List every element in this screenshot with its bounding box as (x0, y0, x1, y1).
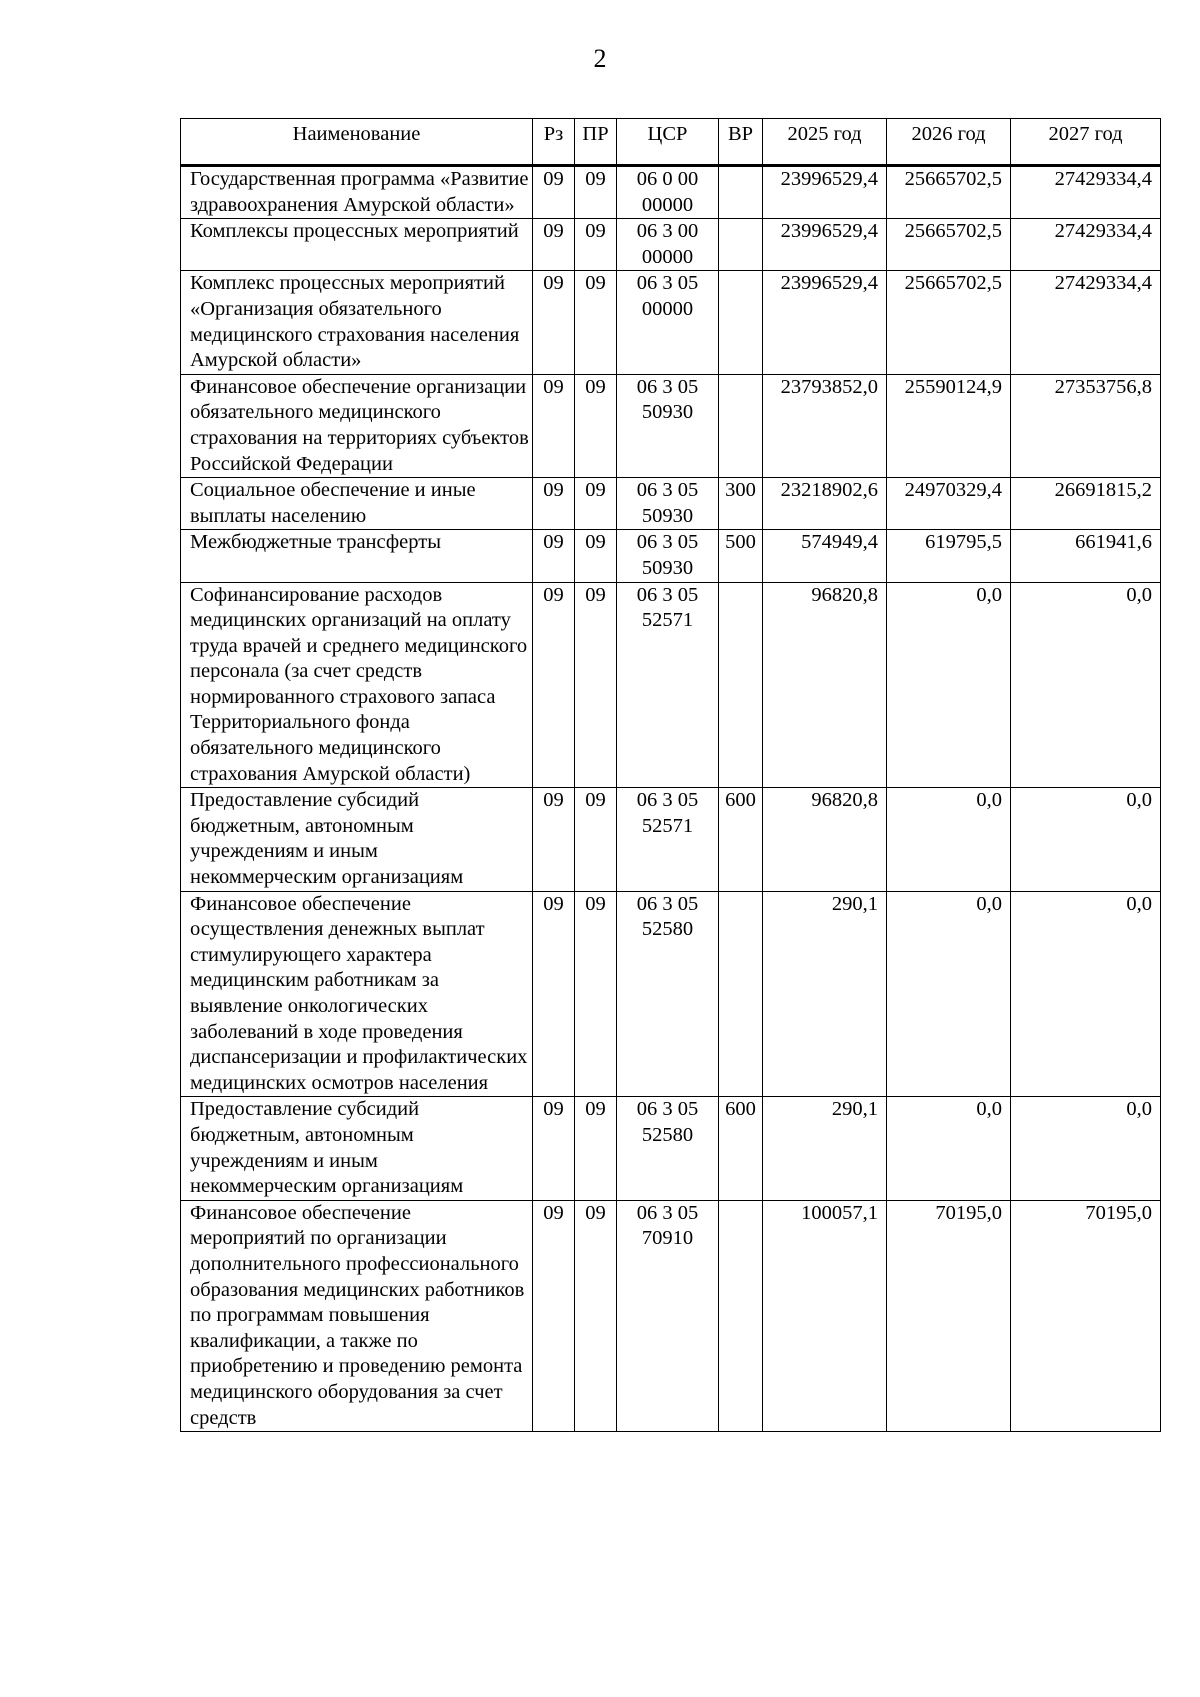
row-2026: 24970329,4 (887, 478, 1011, 530)
row-rz: 09 (533, 1200, 575, 1431)
table-row (181, 478, 1161, 530)
row-2025: 23218902,6 (763, 478, 887, 530)
row-2025: 96820,8 (763, 582, 887, 788)
row-name: Комплексы процессных мероприятий (181, 219, 533, 271)
row-rz: 09 (533, 271, 575, 374)
row-2027: 70195,0 (1011, 1200, 1161, 1431)
row-2025: 290,1 (763, 891, 887, 1097)
header-2026: 2026 год (887, 119, 1011, 166)
row-name: Межбюджетные трансферты (181, 530, 533, 582)
row-2026: 0,0 (887, 891, 1011, 1097)
row-pr: 09 (575, 1097, 617, 1200)
row-csr: 06 3 05 52580 (617, 1097, 719, 1200)
row-2026: 25665702,5 (887, 271, 1011, 374)
row-csr: 06 3 05 50930 (617, 374, 719, 477)
row-2026: 0,0 (887, 1097, 1011, 1200)
row-rz: 09 (533, 478, 575, 530)
row-rz: 09 (533, 166, 575, 219)
row-2027: 27429334,4 (1011, 166, 1161, 219)
row-vr: 500 (719, 530, 763, 582)
row-pr: 09 (575, 582, 617, 788)
row-name: Финансовое обеспечение осуществления денежных выплат стимулирующего характера медицинским работникам за выявление онкологических заболеваний в ходе проведения диспансеризации и профилактических медицинских осмотров населения (181, 891, 533, 1097)
row-2025: 574949,4 (763, 530, 887, 582)
table-row (181, 530, 1161, 582)
row-pr: 09 (575, 891, 617, 1097)
table-row (181, 1200, 1161, 1431)
row-rz: 09 (533, 582, 575, 788)
row-name: Софинансирование расходов медицинских организаций на оплату труда врачей и среднего медицинского персонала (за счет средств нормированного страхового запаса Территориального фонда обязательного медицинского страхования Амурской области) (181, 582, 533, 788)
row-vr (719, 582, 763, 788)
row-pr: 09 (575, 478, 617, 530)
row-name: Предоставление субсидий бюджетным, автономным учреждениям и иным некоммерческим организациям (181, 788, 533, 891)
row-2026: 70195,0 (887, 1200, 1011, 1431)
row-vr (719, 374, 763, 477)
row-name: Государственная программа «Развитие здравоохранения Амурской области» (181, 166, 533, 219)
row-2027: 26691815,2 (1011, 478, 1161, 530)
row-name: Социальное обеспечение и иные выплаты населению (181, 478, 533, 530)
row-2027: 27353756,8 (1011, 374, 1161, 477)
row-csr: 06 3 05 52580 (617, 891, 719, 1097)
row-rz: 09 (533, 374, 575, 477)
table-row (181, 582, 1161, 788)
row-vr: 600 (719, 1097, 763, 1200)
row-2027: 0,0 (1011, 891, 1161, 1097)
header-2027: 2027 год (1011, 119, 1161, 166)
row-2027: 27429334,4 (1011, 271, 1161, 374)
row-2025: 290,1 (763, 1097, 887, 1200)
budget-table (180, 118, 1161, 1432)
row-pr: 09 (575, 530, 617, 582)
row-rz: 09 (533, 788, 575, 891)
row-pr: 09 (575, 374, 617, 477)
row-csr: 06 3 05 70910 (617, 1200, 719, 1431)
header-rz: Рз (533, 119, 575, 166)
row-2027: 661941,6 (1011, 530, 1161, 582)
row-2027: 0,0 (1011, 1097, 1161, 1200)
table-row (181, 891, 1161, 1097)
row-rz: 09 (533, 530, 575, 582)
row-pr: 09 (575, 166, 617, 219)
row-vr (719, 891, 763, 1097)
row-rz: 09 (533, 891, 575, 1097)
row-csr: 06 3 05 52571 (617, 582, 719, 788)
row-2025: 23793852,0 (763, 374, 887, 477)
header-name: Наименование (181, 119, 533, 166)
row-vr (719, 166, 763, 219)
row-csr: 06 3 05 50930 (617, 530, 719, 582)
row-2025: 100057,1 (763, 1200, 887, 1431)
row-2026: 0,0 (887, 582, 1011, 788)
table-row (181, 271, 1161, 374)
header-pr: ПР (575, 119, 617, 166)
row-pr: 09 (575, 219, 617, 271)
row-name: Предоставление субсидий бюджетным, автономным учреждениям и иным некоммерческим организациям (181, 1097, 533, 1200)
row-2026: 25665702,5 (887, 166, 1011, 219)
row-csr: 06 3 05 52571 (617, 788, 719, 891)
row-2026: 25590124,9 (887, 374, 1011, 477)
row-vr (719, 219, 763, 271)
table-row (181, 374, 1161, 477)
row-csr: 06 3 05 00000 (617, 271, 719, 374)
page-number: 2 (593, 44, 607, 73)
row-2025: 96820,8 (763, 788, 887, 891)
row-2027: 27429334,4 (1011, 219, 1161, 271)
row-rz: 09 (533, 1097, 575, 1200)
row-name: Финансовое обеспечение мероприятий по организации дополнительного профессионального образования медицинских работников по программам повышения квалификации, а также по приобретению и проведению ремонта медицинского оборудования за счет средств (181, 1200, 533, 1431)
table-row (181, 166, 1161, 219)
table-header-row (181, 119, 1161, 166)
table-row (181, 788, 1161, 891)
row-vr (719, 1200, 763, 1431)
row-2027: 0,0 (1011, 788, 1161, 891)
row-vr: 600 (719, 788, 763, 891)
row-name: Комплекс процессных мероприятий «Организация обязательного медицинского страхования населения Амурской области» (181, 271, 533, 374)
row-2027: 0,0 (1011, 582, 1161, 788)
table-row (181, 219, 1161, 271)
row-2025: 23996529,4 (763, 166, 887, 219)
header-vr: ВР (719, 119, 763, 166)
row-pr: 09 (575, 271, 617, 374)
row-2025: 23996529,4 (763, 219, 887, 271)
row-2025: 23996529,4 (763, 271, 887, 374)
row-csr: 06 3 05 50930 (617, 478, 719, 530)
row-name: Финансовое обеспечение организации обязательного медицинского страхования на территориях субъектов Российской Федерации (181, 374, 533, 477)
row-csr: 06 0 00 00000 (617, 166, 719, 219)
row-2026: 0,0 (887, 788, 1011, 891)
row-rz: 09 (533, 219, 575, 271)
row-csr: 06 3 00 00000 (617, 219, 719, 271)
row-pr: 09 (575, 1200, 617, 1431)
header-csr: ЦСР (617, 119, 719, 166)
table-row (181, 1097, 1161, 1200)
row-2026: 25665702,5 (887, 219, 1011, 271)
row-vr: 300 (719, 478, 763, 530)
row-pr: 09 (575, 788, 617, 891)
header-2025: 2025 год (763, 119, 887, 166)
row-2026: 619795,5 (887, 530, 1011, 582)
row-vr (719, 271, 763, 374)
